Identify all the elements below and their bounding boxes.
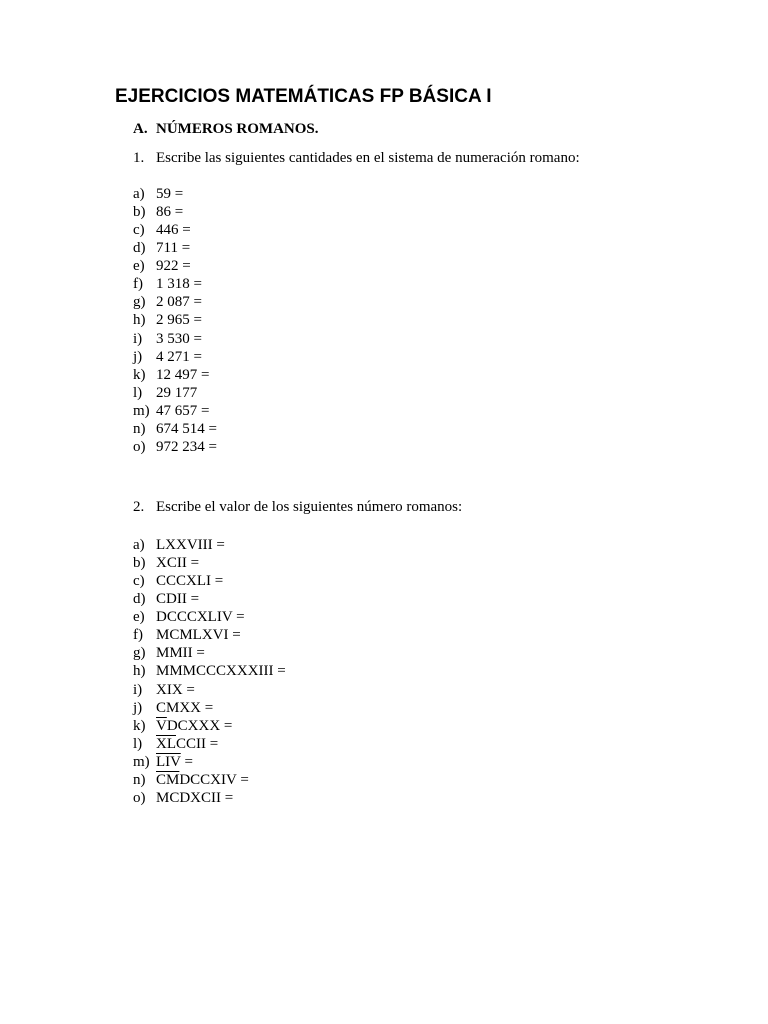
item-text: MMMCCCXXXIII = [156,663,286,680]
item-label: b) [133,555,146,572]
item-text: 4 271 = [156,348,202,365]
item-label: k) [133,366,146,383]
item-label: b) [133,204,146,221]
item-text: DCCXIV = [179,771,249,788]
item-label: k) [133,717,146,734]
list-item [133,384,217,402]
question-2-number: 2. [133,499,145,515]
list-item [133,348,217,366]
item-text: 972 234 = [156,438,217,455]
list-item [133,438,217,456]
item-text: MCMLXVI = [156,627,241,644]
item-text: 674 514 = [156,420,217,437]
item-text: 711 = [156,240,191,257]
item-overlined-numeral: $\overline{CM}$ [156,771,180,788]
item-label: l) [133,384,143,401]
item-text: CMXX = [156,699,214,716]
list-item [133,626,286,644]
item-text: 922 = [156,258,191,275]
page-title: EJERCICIOS MATEMÁTICAS FP BÁSICA I [115,86,492,107]
item-label: g) [133,294,146,311]
item-text: XIX = [156,681,195,698]
item-label: h) [133,663,146,680]
list-item [133,662,286,680]
question-2-list [133,536,286,807]
item-text: DCCCXLIV = [156,609,245,626]
item-text: 12 497 = [156,366,210,383]
item-label: f) [133,627,143,644]
item-text: CCII = [176,735,219,752]
item-overlined-numeral: $\overline{V}$ [156,717,167,734]
item-label: f) [133,276,143,293]
item-label: h) [133,312,146,329]
item-label: o) [133,789,146,806]
question-1-list [133,185,217,456]
item-text: CDII = [156,591,200,608]
list-item [133,536,286,554]
item-label: e) [133,609,145,626]
list-item [133,293,217,311]
item-text: DCXXX = [166,717,233,734]
list-item [133,275,217,293]
item-overlined-numeral: $\overline{XL}$ [156,735,176,752]
question-2-text: Escribe el valor de los siguientes número romanos: [156,499,463,515]
item-text: XCII = [156,555,200,572]
item-label: n) [133,420,146,437]
item-text: 2 965 = [156,312,202,329]
list-item [133,699,286,717]
item-label: m) [133,753,150,770]
item-label: a) [133,537,145,553]
question-1-text: Escribe las siguientes cantidades en el sistema de numeración romano: [156,150,580,166]
question-1 [133,150,580,167]
item-label: g) [133,645,146,662]
item-text: MMII = [156,645,205,662]
list-item [133,572,286,590]
item-text: 3 530 = [156,330,202,347]
item-text: 59 = [156,186,184,202]
item-label: j) [133,348,143,365]
list-item [133,402,217,420]
section-heading [133,121,319,138]
list-item [133,771,286,789]
item-label: j) [133,699,143,716]
item-label: c) [133,222,145,239]
item-label: l) [133,735,143,752]
list-item [133,735,286,753]
item-label: c) [133,573,145,590]
item-overlined-numeral: $\overline{LIV}$ [156,753,181,770]
item-text: 1 318 = [156,276,202,293]
question-1-number: 1. [133,150,145,166]
item-text: 446 = [156,222,191,239]
item-label: i) [133,681,143,698]
item-text: 2 087 = [156,294,202,311]
item-text: 86 = [156,204,184,221]
list-item [133,590,286,608]
item-label: i) [133,330,143,347]
list-item [133,203,217,221]
item-label: e) [133,258,145,275]
list-item [133,717,286,735]
list-item [133,681,286,699]
item-text: LXXVIII = [156,537,225,553]
question-2 [133,499,462,516]
item-text: 29 177 [156,384,198,401]
item-text: 47 657 = [156,402,210,419]
item-label: n) [133,771,146,788]
item-text: = [180,753,193,770]
list-item [133,330,217,348]
list-item [133,789,286,807]
item-label: d) [133,591,146,608]
item-label: o) [133,438,146,455]
list-item [133,185,217,203]
item-text: MCDXCII = [156,789,234,806]
item-label: d) [133,240,146,257]
section-title: NÚMEROS ROMANOS. [156,121,319,137]
list-item [133,221,217,239]
list-item [133,257,217,275]
section-letter: A. [133,121,148,137]
item-label: a) [133,186,145,202]
list-item [133,239,217,257]
item-label: m) [133,402,150,419]
list-item [133,753,286,771]
list-item [133,554,286,572]
list-item [133,366,217,384]
list-item [133,608,286,626]
item-text: CCCXLI = [156,573,224,590]
list-item [133,644,286,662]
list-item [133,420,217,438]
list-item [133,311,217,329]
